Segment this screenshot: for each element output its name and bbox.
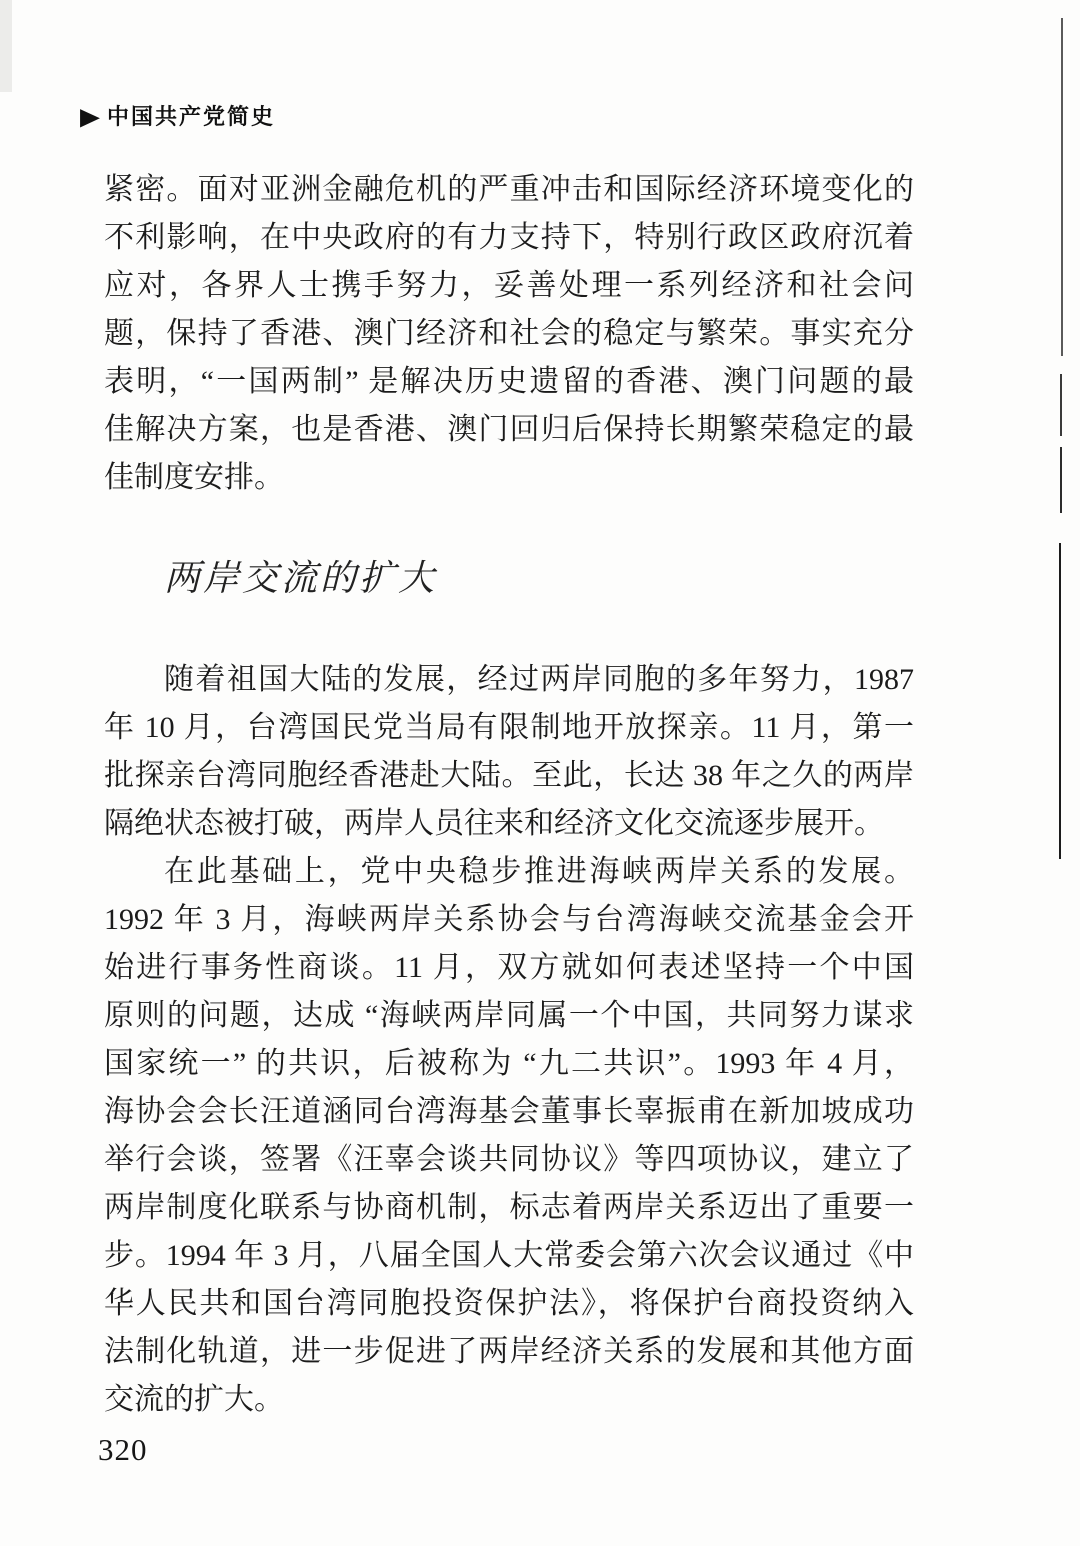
text-line: 法制化轨道，进一步促进了两岸经济关系的发展和其他方面: [104, 1335, 914, 1368]
text-line: 佳解决方案，也是香港、澳门回归后保持长期繁荣稳定的最: [104, 413, 914, 446]
section-heading: 两岸交流的扩大: [164, 558, 438, 598]
text-line: 佳制度安排。: [104, 461, 284, 494]
page-header: [80, 100, 275, 131]
text-line: 步。1994 年 3 月，八届全国人大常委会第六次会议通过《中: [104, 1239, 914, 1272]
right-triangle-icon: ▶: [80, 101, 100, 130]
text-line: 华人民共和国台湾同胞投资保护法》，将保护台商投资纳入: [104, 1287, 914, 1320]
text-line: 在此基础上，党中央稳步推进海峡两岸关系的发展。: [164, 855, 914, 888]
paragraph-cross-strait-relations: [104, 848, 914, 1424]
text-line: 应对，各界人士携手努力，妥善处理一系列经济和社会问: [104, 269, 914, 302]
text-line: 始进行事务性商谈。11 月，双方就如何表述坚持一个中国: [104, 951, 914, 984]
scan-artifact: [0, 0, 12, 92]
text-line: 交流的扩大。: [104, 1383, 284, 1416]
text-line: 题，保持了香港、澳门经济和社会的稳定与繁荣。事实充分: [104, 317, 914, 350]
text-line: 国家统一” 的共识，后被称为 “九二共识”。1993 年 4 月，: [104, 1047, 914, 1080]
text-line: 年 10 月，台湾国民党当局有限制地开放探亲。11 月，第一: [104, 711, 914, 744]
page-edge-line-segment: [1060, 447, 1062, 513]
text-column: [104, 166, 914, 1424]
text-line: 原则的问题，达成 “海峡两岸同属一个中国，共同努力谋求: [104, 999, 914, 1032]
text-line: 紧密。面对亚洲金融危机的严重冲击和国际经济环境变化的: [104, 173, 914, 206]
text-line: 不利影响，在中央政府的有力支持下，特别行政区政府沉着: [104, 221, 914, 254]
text-line: 两岸制度化联系与协商机制，标志着两岸关系迈出了重要一: [104, 1191, 914, 1224]
page-edge-line-segment: [1060, 374, 1062, 436]
page-edge-line-segment: [1059, 543, 1061, 859]
paragraph-taiwan-opening: [104, 656, 914, 848]
book-title: 中国共产党简史: [107, 104, 276, 129]
text-line: 表明，“一国两制” 是解决历史遗留的香港、澳门问题的最: [104, 365, 914, 398]
text-line: 批探亲台湾同胞经香港赴大陆。至此，长达 38 年之久的两岸: [104, 759, 914, 792]
page-number: 320: [98, 1432, 148, 1467]
text-line: 举行会谈，签署《汪辜会谈共同协议》等四项协议，建立了: [104, 1143, 914, 1176]
paragraph-continued: [104, 166, 914, 502]
page-edge-line-segment: [1061, 18, 1063, 356]
text-line: 随着祖国大陆的发展，经过两岸同胞的多年努力，1987: [164, 663, 914, 696]
text-line: 隔绝状态被打破，两岸人员往来和经济文化交流逐步展开。: [104, 807, 884, 840]
text-line: 海协会会长汪道涵同台湾海基会董事长辜振甫在新加坡成功: [104, 1095, 914, 1128]
text-line: 1992 年 3 月，海峡两岸关系协会与台湾海峡交流基金会开: [104, 903, 914, 936]
